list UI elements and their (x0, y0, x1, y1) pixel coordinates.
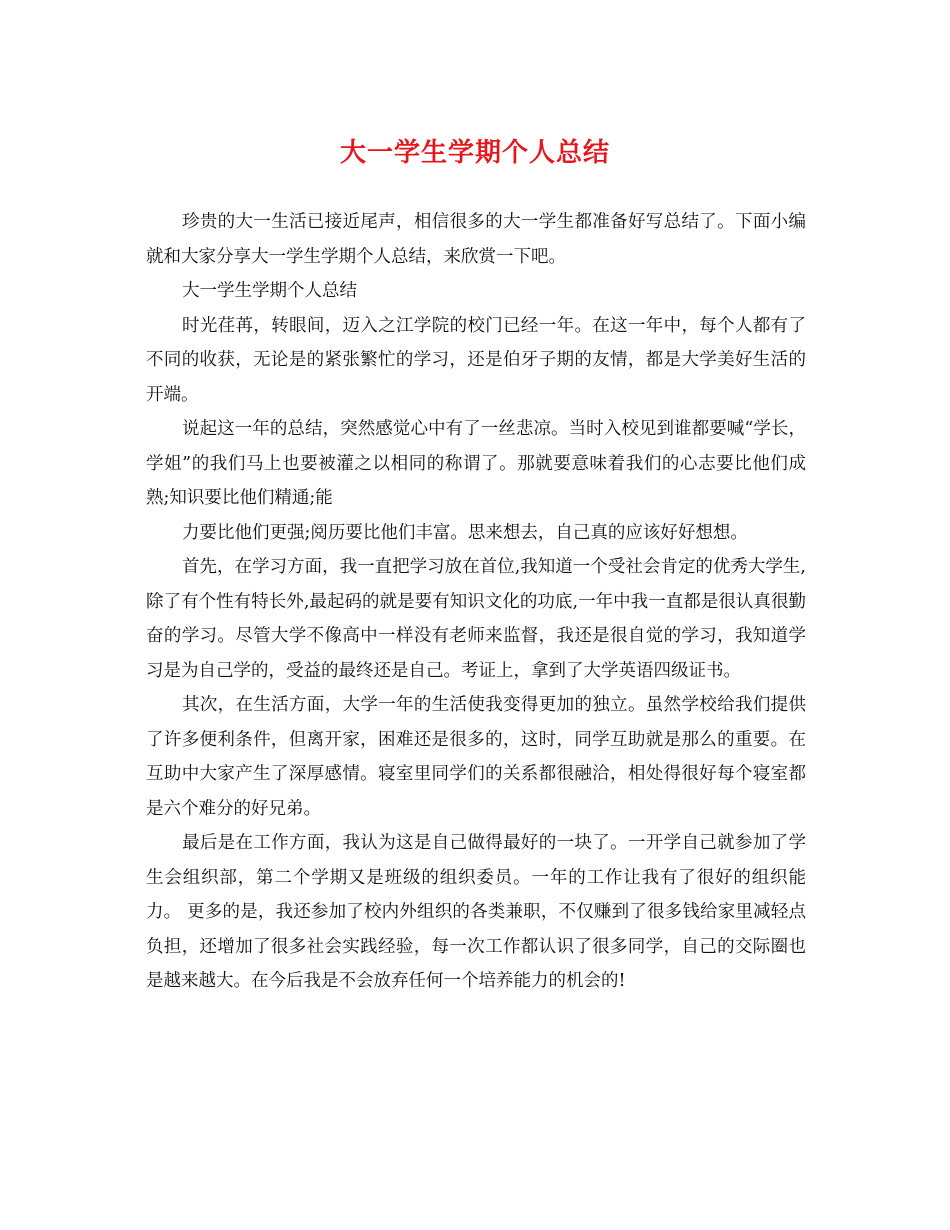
document-body (146, 205, 806, 999)
body-paragraph: 时光荏苒，转眼间，迈入之江学院的校门已经一年。在这一年中，每个人都有了不同的收获，无论是的紧张繁忙的学习，还是伯牙子期的友情，都是大学美好生活的开端。 (146, 315, 806, 405)
body-paragraph: 其次，在生活方面，大学一年的生活使我变得更加的独立。虽然学校给我们提供了许多便利条件，但离开家，困难还是很多的，这时，同学互助就是那么的重要。在互助中大家产生了深厚感情。寝室里同学们的关系都很融洽，相处得很好每个寝室都是六个难分的好兄弟。 (146, 695, 806, 819)
body-paragraph: 最后是在工作方面，我认为这是自己做得最好的一块了。一开学自己就参加了学生会组织部，第二个学期又是班级的组织委员。一年的工作让我有了很好的组织能力。 更多的是，我还参加了校内外组织的各类兼职，不仅赚到了很多钱给家里减轻点负担，还增加了很多社会实践经验，每一次工作都认识了很多同学，自己的交际圈也是越来越大。在今后我是不会放弃任何一个培养能力的机会的! (146, 833, 806, 991)
body-paragraph: 首先，在学习方面，我一直把学习放在首位,我知道一个受社会肯定的优秀大学生,除了有个性有特长外,最起码的就是要有知识文化的功底,一年中我一直都是很认真很勤奋的学习。尽管大学不像高中一样没有老师来监督，我还是很自觉的学习，我知道学习是为自己学的，受益的最终还是自己。考证上，拿到了大学英语四级证书。 (146, 557, 806, 681)
intro-paragraph: 珍贵的大一生活已接近尾声，相信很多的大一学生都准备好写总结了。下面小编就和大家分享大一学生学期个人总结，来欣赏一下吧。 (146, 212, 806, 267)
body-paragraph: 说起这一年的总结，突然感觉心中有了一丝悲凉。当时入校见到谁都要喊“学长，学姐”的我们马上也要被灌之以相同的称谓了。那就要意味着我们的心志要比他们成熟;知识要比他们精通;能 (146, 419, 806, 508)
section-heading: 大一学生学期个人总结 (182, 281, 357, 301)
body-paragraph: 力要比他们更强;阅历要比他们丰富。思来想去，自己真的应该好好想想。 (182, 522, 748, 543)
document-title: 大一学生学期个人总结 (339, 138, 610, 168)
